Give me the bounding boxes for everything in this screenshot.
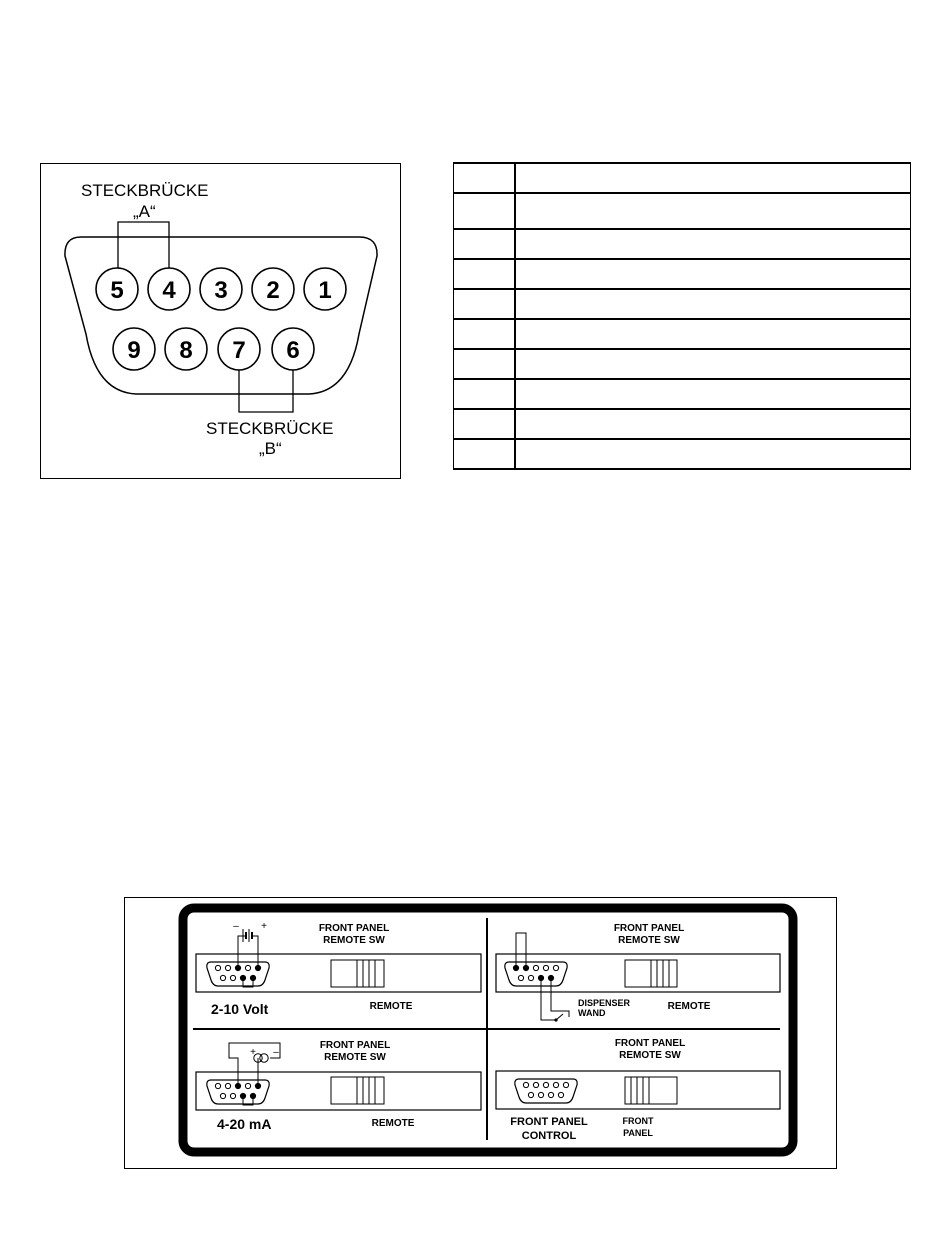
pin-bottom-0	[113, 328, 155, 370]
pin-cell	[454, 193, 516, 229]
volt-switch-position: REMOTE	[369, 1001, 413, 1012]
pin-bottom-2	[218, 328, 260, 370]
pin-number: 2	[266, 277, 280, 304]
table-row	[454, 439, 911, 469]
volt-mode-label: 2-10 Volt	[211, 1001, 269, 1017]
pin-bottom-3	[272, 328, 314, 370]
volt-switch-title-1: FRONT PANEL	[318, 923, 390, 934]
volt-battery-plus: +	[261, 921, 267, 932]
table-row	[454, 289, 911, 319]
connector-pinout-figure	[40, 163, 401, 479]
function-cell	[515, 319, 911, 349]
front-control-label-2: CONTROL	[521, 1130, 577, 1142]
operating-mode-figure	[124, 897, 837, 1169]
pin-top-0	[96, 268, 138, 310]
pin-cell	[454, 379, 516, 409]
jumper-a-label: STECKBRÜCKE	[81, 181, 209, 200]
pin-cell	[454, 319, 516, 349]
pin-bottom-1	[165, 328, 207, 370]
pin-number: 7	[232, 337, 246, 364]
function-cell	[515, 289, 911, 319]
front-control-label-1: FRONT PANEL	[510, 1116, 588, 1128]
pin-cell	[454, 163, 516, 193]
pin-number: 3	[214, 277, 228, 304]
pin-top-1	[148, 268, 190, 310]
volt-battery-minus: –	[233, 921, 239, 932]
pin-cell	[454, 289, 516, 319]
current-source-plus: +	[250, 1047, 256, 1058]
function-cell	[515, 229, 911, 259]
current-switch-title-2: REMOTE SW	[324, 1052, 386, 1063]
function-cell	[515, 193, 911, 229]
pin-cell	[454, 229, 516, 259]
pin-number: 4	[162, 277, 176, 304]
dispenser-wand-label-1: DISPENSER	[578, 998, 631, 1008]
table-row	[454, 319, 911, 349]
dispenser-switch-position: REMOTE	[667, 1001, 711, 1012]
dispenser-switch-title-1: FRONT PANEL	[613, 923, 685, 934]
pin-number: 1	[318, 277, 332, 304]
function-cell	[515, 439, 911, 469]
current-switch-position: REMOTE	[371, 1118, 415, 1129]
mode-panel-drawing	[125, 898, 838, 1170]
connector-shell-outline	[65, 237, 377, 394]
jumper-b-label-letter: „B“	[259, 439, 282, 458]
front-switch-position-2: PANEL	[623, 1128, 653, 1138]
current-slide-switch	[331, 1077, 384, 1104]
pin-assignment-table	[453, 162, 911, 470]
dispenser-wand-label-2: WAND	[578, 1008, 606, 1018]
front-switch-title-2: REMOTE SW	[619, 1050, 681, 1061]
current-mode-label: 4-20 mA	[217, 1116, 272, 1132]
table-row	[454, 229, 911, 259]
table-row	[454, 193, 911, 229]
front-switch-position-1: FRONT	[622, 1116, 654, 1126]
table-row	[454, 349, 911, 379]
pin-cell	[454, 439, 516, 469]
front-slide-switch	[625, 1077, 677, 1104]
volt-switch-title-2: REMOTE SW	[323, 935, 385, 946]
pin-top-3	[252, 268, 294, 310]
function-cell	[515, 163, 911, 193]
pin-top-4	[304, 268, 346, 310]
pin-cell	[454, 259, 516, 289]
jumper-a-wire	[118, 222, 169, 270]
pin-top-2	[200, 268, 242, 310]
function-cell	[515, 379, 911, 409]
pin-number: 8	[179, 337, 193, 364]
current-switch-title-1: FRONT PANEL	[319, 1040, 391, 1051]
table-row	[454, 163, 911, 193]
function-cell	[515, 349, 911, 379]
pin-cell	[454, 349, 516, 379]
dispenser-slide-switch	[625, 960, 677, 987]
dispenser-switch-title-2: REMOTE SW	[618, 935, 680, 946]
function-cell	[515, 409, 911, 439]
volt-slide-switch	[331, 960, 384, 987]
pin-cell	[454, 409, 516, 439]
table-row	[454, 379, 911, 409]
table-row	[454, 259, 911, 289]
pin-number: 9	[127, 337, 141, 364]
pin-number: 5	[110, 277, 124, 304]
front-switch-title-1: FRONT PANEL	[614, 1038, 686, 1049]
jumper-a-label-letter: „A“	[133, 202, 156, 221]
table-row	[454, 409, 911, 439]
jumper-b-wire	[239, 369, 293, 412]
function-cell	[515, 259, 911, 289]
pin-number: 6	[286, 337, 300, 364]
current-source-minus: –	[273, 1047, 279, 1058]
jumper-b-label: STECKBRÜCKE	[206, 419, 334, 438]
